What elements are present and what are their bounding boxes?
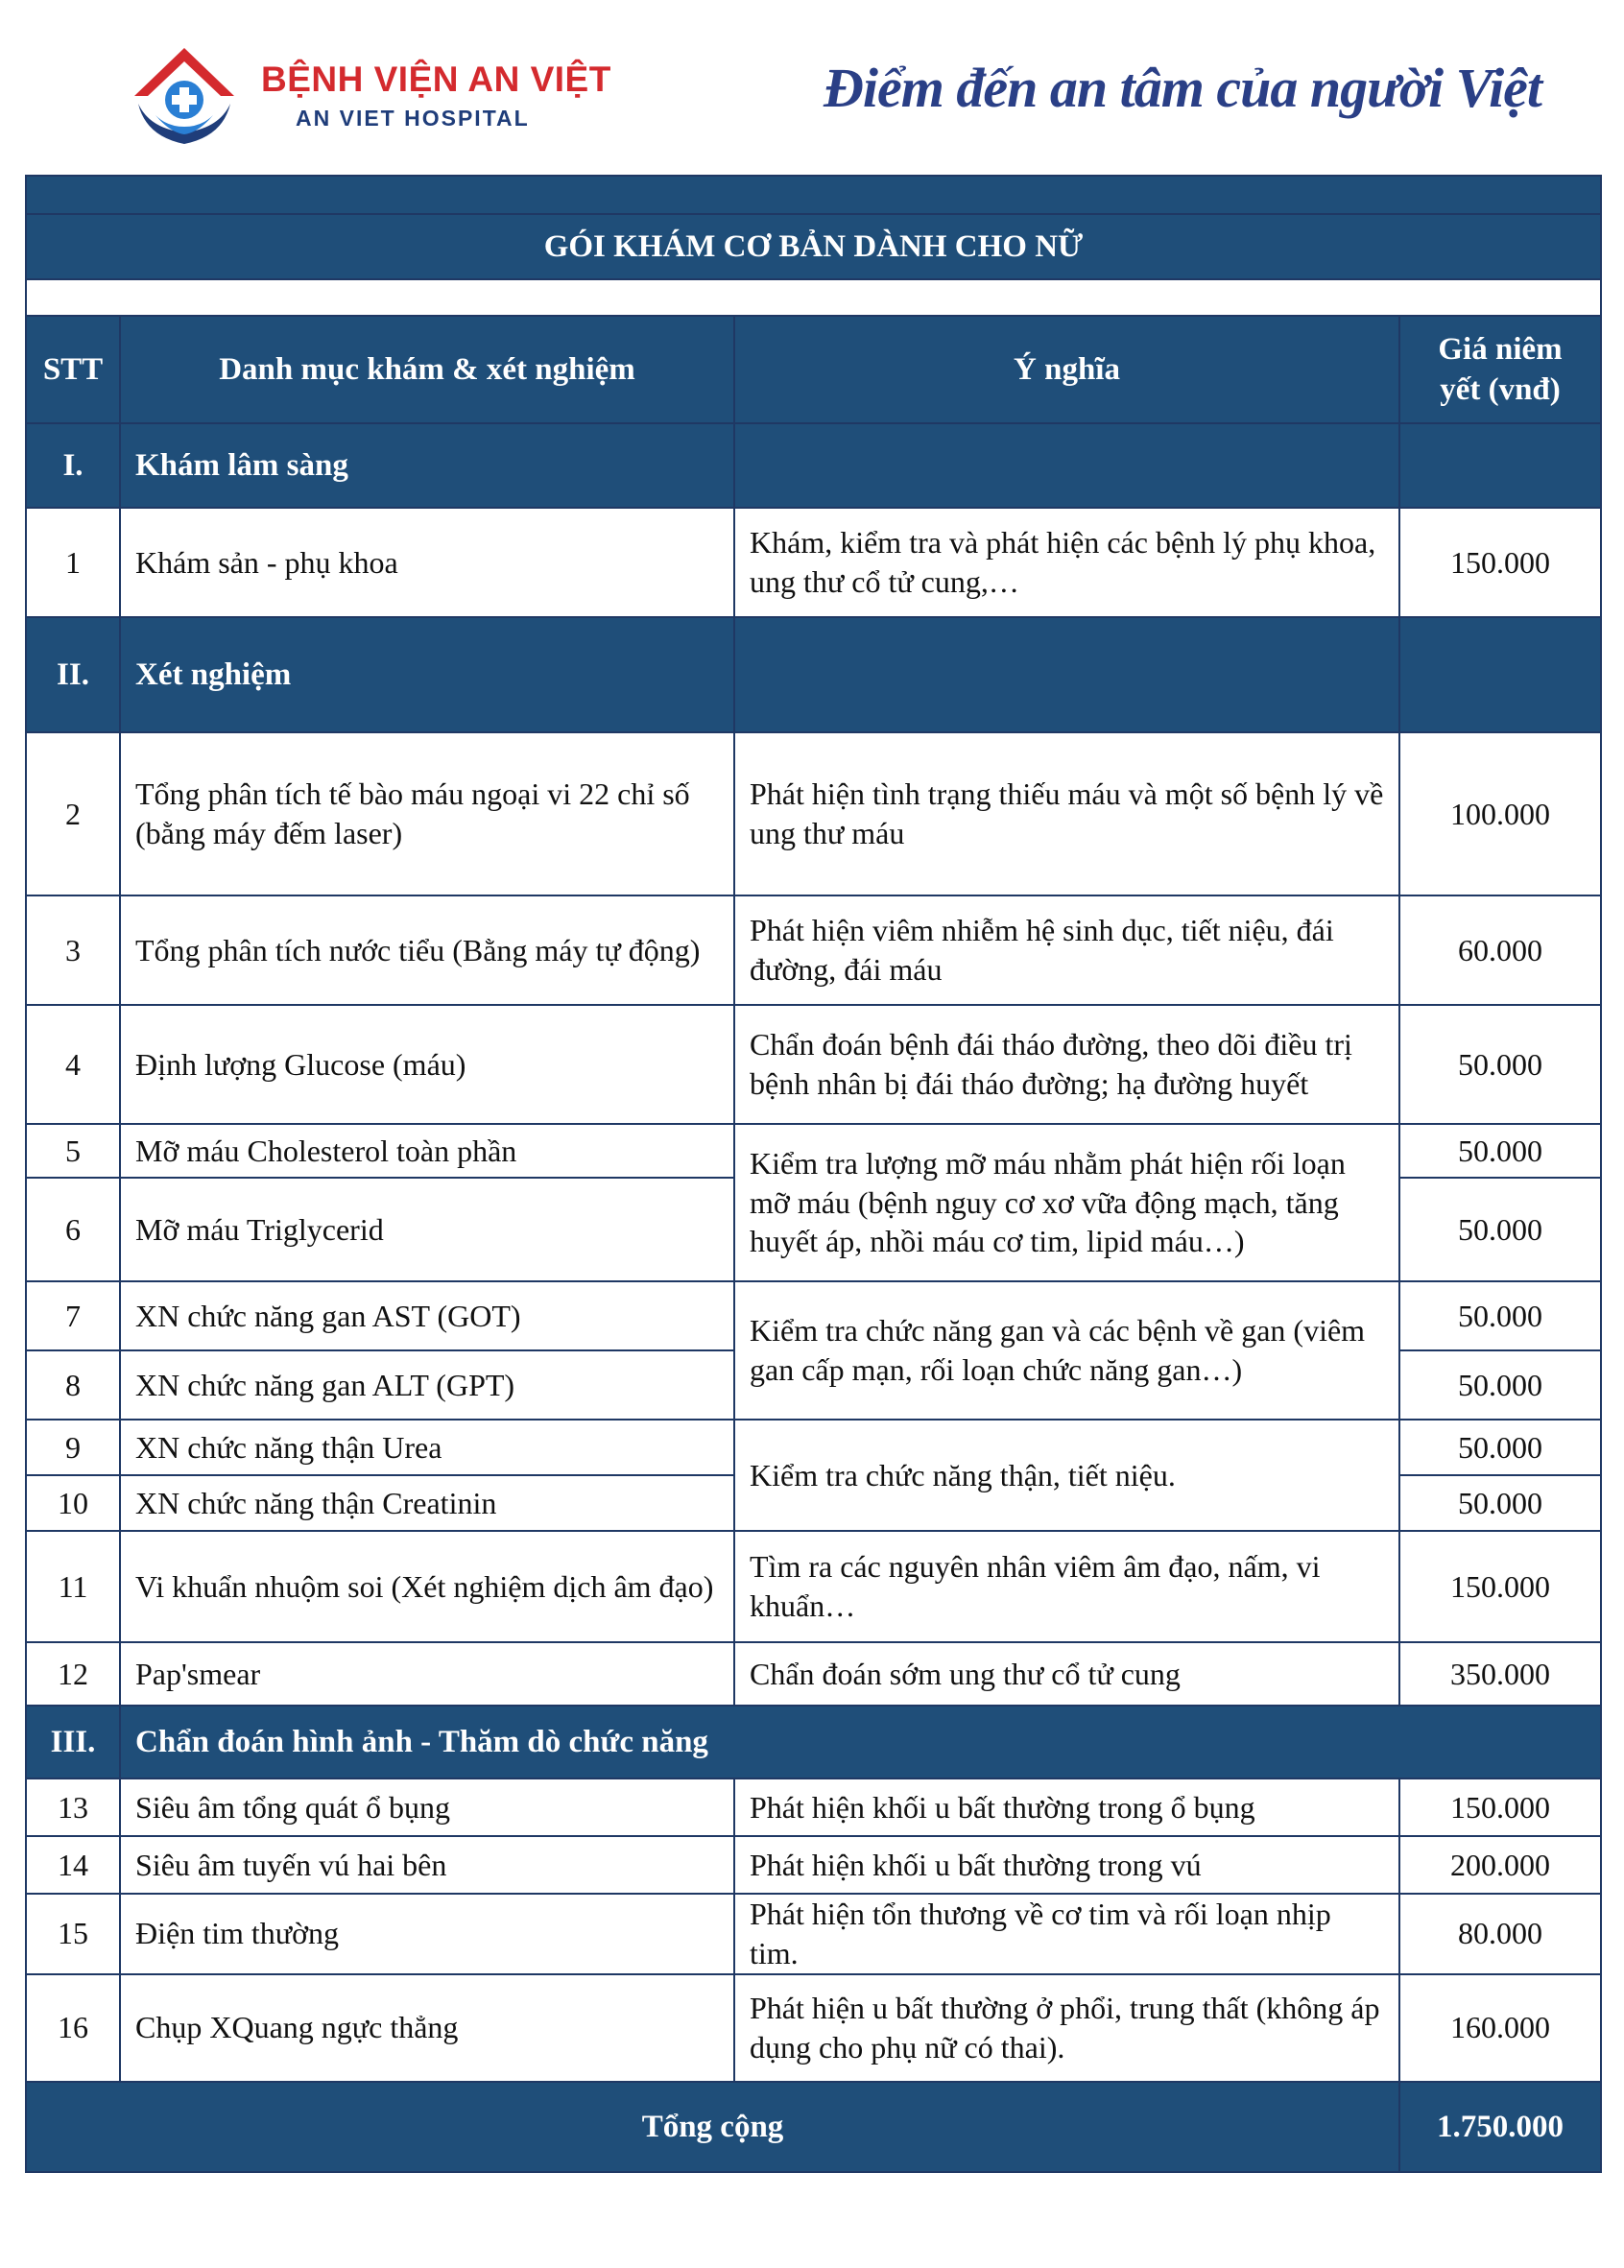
col-header-price: Giá niêm yết (vnđ) — [1399, 316, 1601, 423]
table-row — [26, 1124, 1601, 1178]
row-stt: 7 — [26, 1281, 120, 1350]
row-stt: 6 — [26, 1178, 120, 1281]
table-row — [26, 1420, 1601, 1475]
row-meaning: Phát hiện u bất thường ở phổi, trung thất (không áp dụng cho phụ nữ có thai). — [734, 1974, 1399, 2082]
row-item: Tổng phân tích tế bào máu ngoại vi 22 chỉ số (bằng máy đếm laser) — [120, 732, 734, 895]
row-meaning: Phát hiện khối u bất thường trong vú — [734, 1836, 1399, 1894]
row-price: 60.000 — [1399, 895, 1601, 1005]
col-header-stt: STT — [26, 316, 120, 423]
row-stt: 1 — [26, 508, 120, 617]
price-table — [25, 175, 1602, 2173]
row-stt: 3 — [26, 895, 120, 1005]
row-price: 150.000 — [1399, 1779, 1601, 1836]
table-row — [26, 508, 1601, 617]
price-table-wrapper — [25, 175, 1600, 2173]
row-item: Siêu âm tổng quát ổ bụng — [120, 1779, 734, 1836]
row-item: Chụp XQuang ngực thẳng — [120, 1974, 734, 2082]
row-stt: 8 — [26, 1350, 120, 1420]
section-number: II. — [26, 617, 120, 732]
brand-name: BỆNH VIỆN AN VIỆT — [261, 60, 611, 99]
row-meaning: Phát hiện khối u bất thường trong ổ bụng — [734, 1779, 1399, 1836]
page-header — [0, 0, 1624, 173]
row-stt: 11 — [26, 1531, 120, 1642]
row-meaning: Phát hiện viêm nhiễm hệ sinh dục, tiết niệu, đái đường, đái máu — [734, 895, 1399, 1005]
row-item: XN chức năng thận Creatinin — [120, 1475, 734, 1531]
row-meaning: Kiểm tra chức năng thận, tiết niệu. — [734, 1420, 1399, 1531]
brand-subtitle: AN VIET HOSPITAL — [296, 106, 530, 131]
slogan: Điểm đến an tâm của người Việt — [824, 57, 1542, 119]
table-row — [26, 1779, 1601, 1836]
row-meaning: Kiểm tra lượng mỡ máu nhằm phát hiện rối loạn mỡ máu (bệnh nguy cơ xơ vữa động mạch, tăng huyết áp, nhồi máu cơ tim, lipid máu…) — [734, 1124, 1399, 1281]
table-row — [26, 1005, 1601, 1124]
title-row — [26, 214, 1601, 279]
row-meaning: Chẩn đoán bệnh đái tháo đường, theo dõi điều trị bệnh nhân bị đái tháo đường; hạ đường huyết — [734, 1005, 1399, 1124]
row-item: XN chức năng gan ALT (GPT) — [120, 1350, 734, 1420]
row-price: 150.000 — [1399, 1531, 1601, 1642]
section-number: III. — [26, 1706, 120, 1779]
table-row — [26, 895, 1601, 1005]
row-price: 160.000 — [1399, 1974, 1601, 2082]
row-stt: 9 — [26, 1420, 120, 1475]
row-meaning: Khám, kiểm tra và phát hiện các bệnh lý phụ khoa, ung thư cổ tử cung,… — [734, 508, 1399, 617]
total-label: Tổng cộng — [26, 2082, 1399, 2172]
row-item: Định lượng Glucose (máu) — [120, 1005, 734, 1124]
row-item: Vi khuẩn nhuộm soi (Xét nghiệm dịch âm đạo) — [120, 1531, 734, 1642]
row-item: Tổng phân tích nước tiểu (Bằng máy tự động) — [120, 895, 734, 1005]
row-stt: 15 — [26, 1894, 120, 1974]
row-stt: 14 — [26, 1836, 120, 1894]
row-price: 50.000 — [1399, 1281, 1601, 1350]
row-price: 50.000 — [1399, 1005, 1601, 1124]
row-meaning: Chẩn đoán sớm ung thư cổ tử cung — [734, 1642, 1399, 1706]
section-name: Xét nghiệm — [120, 617, 734, 732]
table-row — [26, 1974, 1601, 2082]
row-price: 50.000 — [1399, 1475, 1601, 1531]
row-price: 50.000 — [1399, 1350, 1601, 1420]
row-price: 200.000 — [1399, 1836, 1601, 1894]
section-row — [26, 617, 1601, 732]
spacer-row — [26, 279, 1601, 316]
row-price: 80.000 — [1399, 1894, 1601, 1974]
row-meaning: Phát hiện tổn thương về cơ tim và rối loạn nhịp tim. — [734, 1894, 1399, 1974]
row-item: XN chức năng thận Urea — [120, 1420, 734, 1475]
row-meaning: Phát hiện tình trạng thiếu máu và một số bệnh lý về ung thư máu — [734, 732, 1399, 895]
table-row — [26, 1281, 1601, 1350]
row-stt: 5 — [26, 1124, 120, 1178]
section-number: I. — [26, 423, 120, 508]
row-item: XN chức năng gan AST (GOT) — [120, 1281, 734, 1350]
row-item: Siêu âm tuyến vú hai bên — [120, 1836, 734, 1894]
row-stt: 13 — [26, 1779, 120, 1836]
top-strip — [26, 176, 1601, 214]
section-name: Chẩn đoán hình ảnh - Thăm dò chức năng — [120, 1706, 1601, 1779]
row-price: 50.000 — [1399, 1178, 1601, 1281]
row-meaning: Kiểm tra chức năng gan và các bệnh về gan (viêm gan cấp mạn, rối loạn chức năng gan…) — [734, 1281, 1399, 1420]
row-item: Pap'smear — [120, 1642, 734, 1706]
row-stt: 4 — [26, 1005, 120, 1124]
row-price: 50.000 — [1399, 1124, 1601, 1178]
row-stt: 10 — [26, 1475, 120, 1531]
row-item: Điện tim thường — [120, 1894, 734, 1974]
table-row — [26, 732, 1601, 895]
row-stt: 12 — [26, 1642, 120, 1706]
row-item: Mỡ máu Triglycerid — [120, 1178, 734, 1281]
row-price: 100.000 — [1399, 732, 1601, 895]
section-row — [26, 1706, 1601, 1779]
total-price: 1.750.000 — [1399, 2082, 1601, 2172]
hospital-cross-logo-icon — [127, 40, 242, 155]
total-row — [26, 2082, 1601, 2172]
row-price: 350.000 — [1399, 1642, 1601, 1706]
row-item: Khám sản - phụ khoa — [120, 508, 734, 617]
section-name: Khám lâm sàng — [120, 423, 734, 508]
col-header-meaning: Ý nghĩa — [734, 316, 1399, 423]
row-meaning: Tìm ra các nguyên nhân viêm âm đạo, nấm, vi khuẩn… — [734, 1531, 1399, 1642]
table-row — [26, 1642, 1601, 1706]
table-row — [26, 1894, 1601, 1974]
section-row — [26, 423, 1601, 508]
row-stt: 2 — [26, 732, 120, 895]
column-header-row — [26, 316, 1601, 423]
col-header-item: Danh mục khám & xét nghiệm — [120, 316, 734, 423]
row-price: 50.000 — [1399, 1420, 1601, 1475]
row-item: Mỡ máu Cholesterol toàn phần — [120, 1124, 734, 1178]
table-title: GÓI KHÁM CƠ BẢN DÀNH CHO NỮ — [26, 214, 1601, 279]
row-stt: 16 — [26, 1974, 120, 2082]
table-row — [26, 1531, 1601, 1642]
row-price: 150.000 — [1399, 508, 1601, 617]
table-row — [26, 1836, 1601, 1894]
